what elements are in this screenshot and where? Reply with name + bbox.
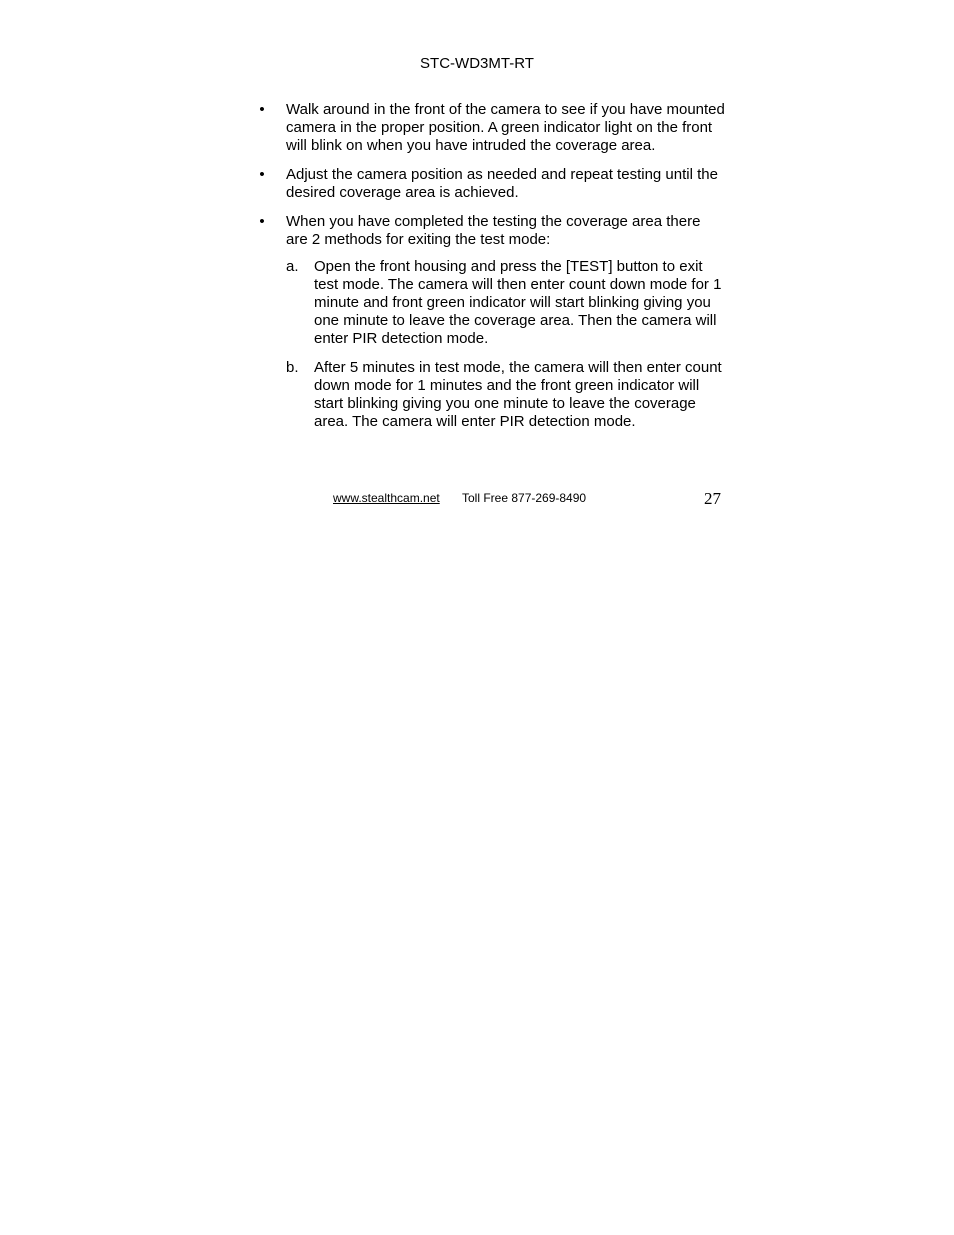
list-marker: b. xyxy=(286,359,299,376)
page-header xyxy=(0,55,954,73)
model-number: STC-WD3MT-RT xyxy=(420,55,534,72)
bullet-icon: • xyxy=(259,101,265,118)
page-number: 27 xyxy=(704,489,721,508)
list-item xyxy=(256,166,726,202)
list-marker: a. xyxy=(286,258,299,275)
list-item-text: Walk around in the front of the camera to see if you have mounted camera in the proper position. A green indicator light on the front will blink on when you have intruded the coverage area. xyxy=(286,101,725,154)
exit-methods-list xyxy=(286,258,726,431)
toll-free-phone: Toll Free 877-269-8490 xyxy=(462,491,587,505)
page-footer xyxy=(0,490,954,512)
list-item-text: When you have completed the testing the coverage area there are 2 methods for exiting the test mode: xyxy=(286,213,701,248)
list-item xyxy=(256,101,726,155)
bullet-icon: • xyxy=(259,213,265,230)
sub-list-item xyxy=(286,359,726,431)
instructions-list xyxy=(256,101,726,442)
list-item-text: Adjust the camera position as needed and repeat testing until the desired coverage area is achieved. xyxy=(286,166,718,201)
bullet-icon: • xyxy=(259,166,265,183)
list-item xyxy=(256,213,726,431)
sub-list-item-text: Open the front housing and press the [TEST] button to exit test mode. The camera will then enter count down mode for 1 minute and front green indicator will start blinking giving you one minute to leave the coverage area. Then the camera will enter PIR detection mode. xyxy=(314,258,722,347)
sub-list-item xyxy=(286,258,726,348)
website-link[interactable]: www.stealthcam.net xyxy=(333,491,440,505)
sub-list-item-text: After 5 minutes in test mode, the camera will then enter count down mode for 1 minutes and the front green indicator will start blinking giving you one minute to leave the coverage area. The camera will enter PIR detection mode. xyxy=(314,359,722,430)
